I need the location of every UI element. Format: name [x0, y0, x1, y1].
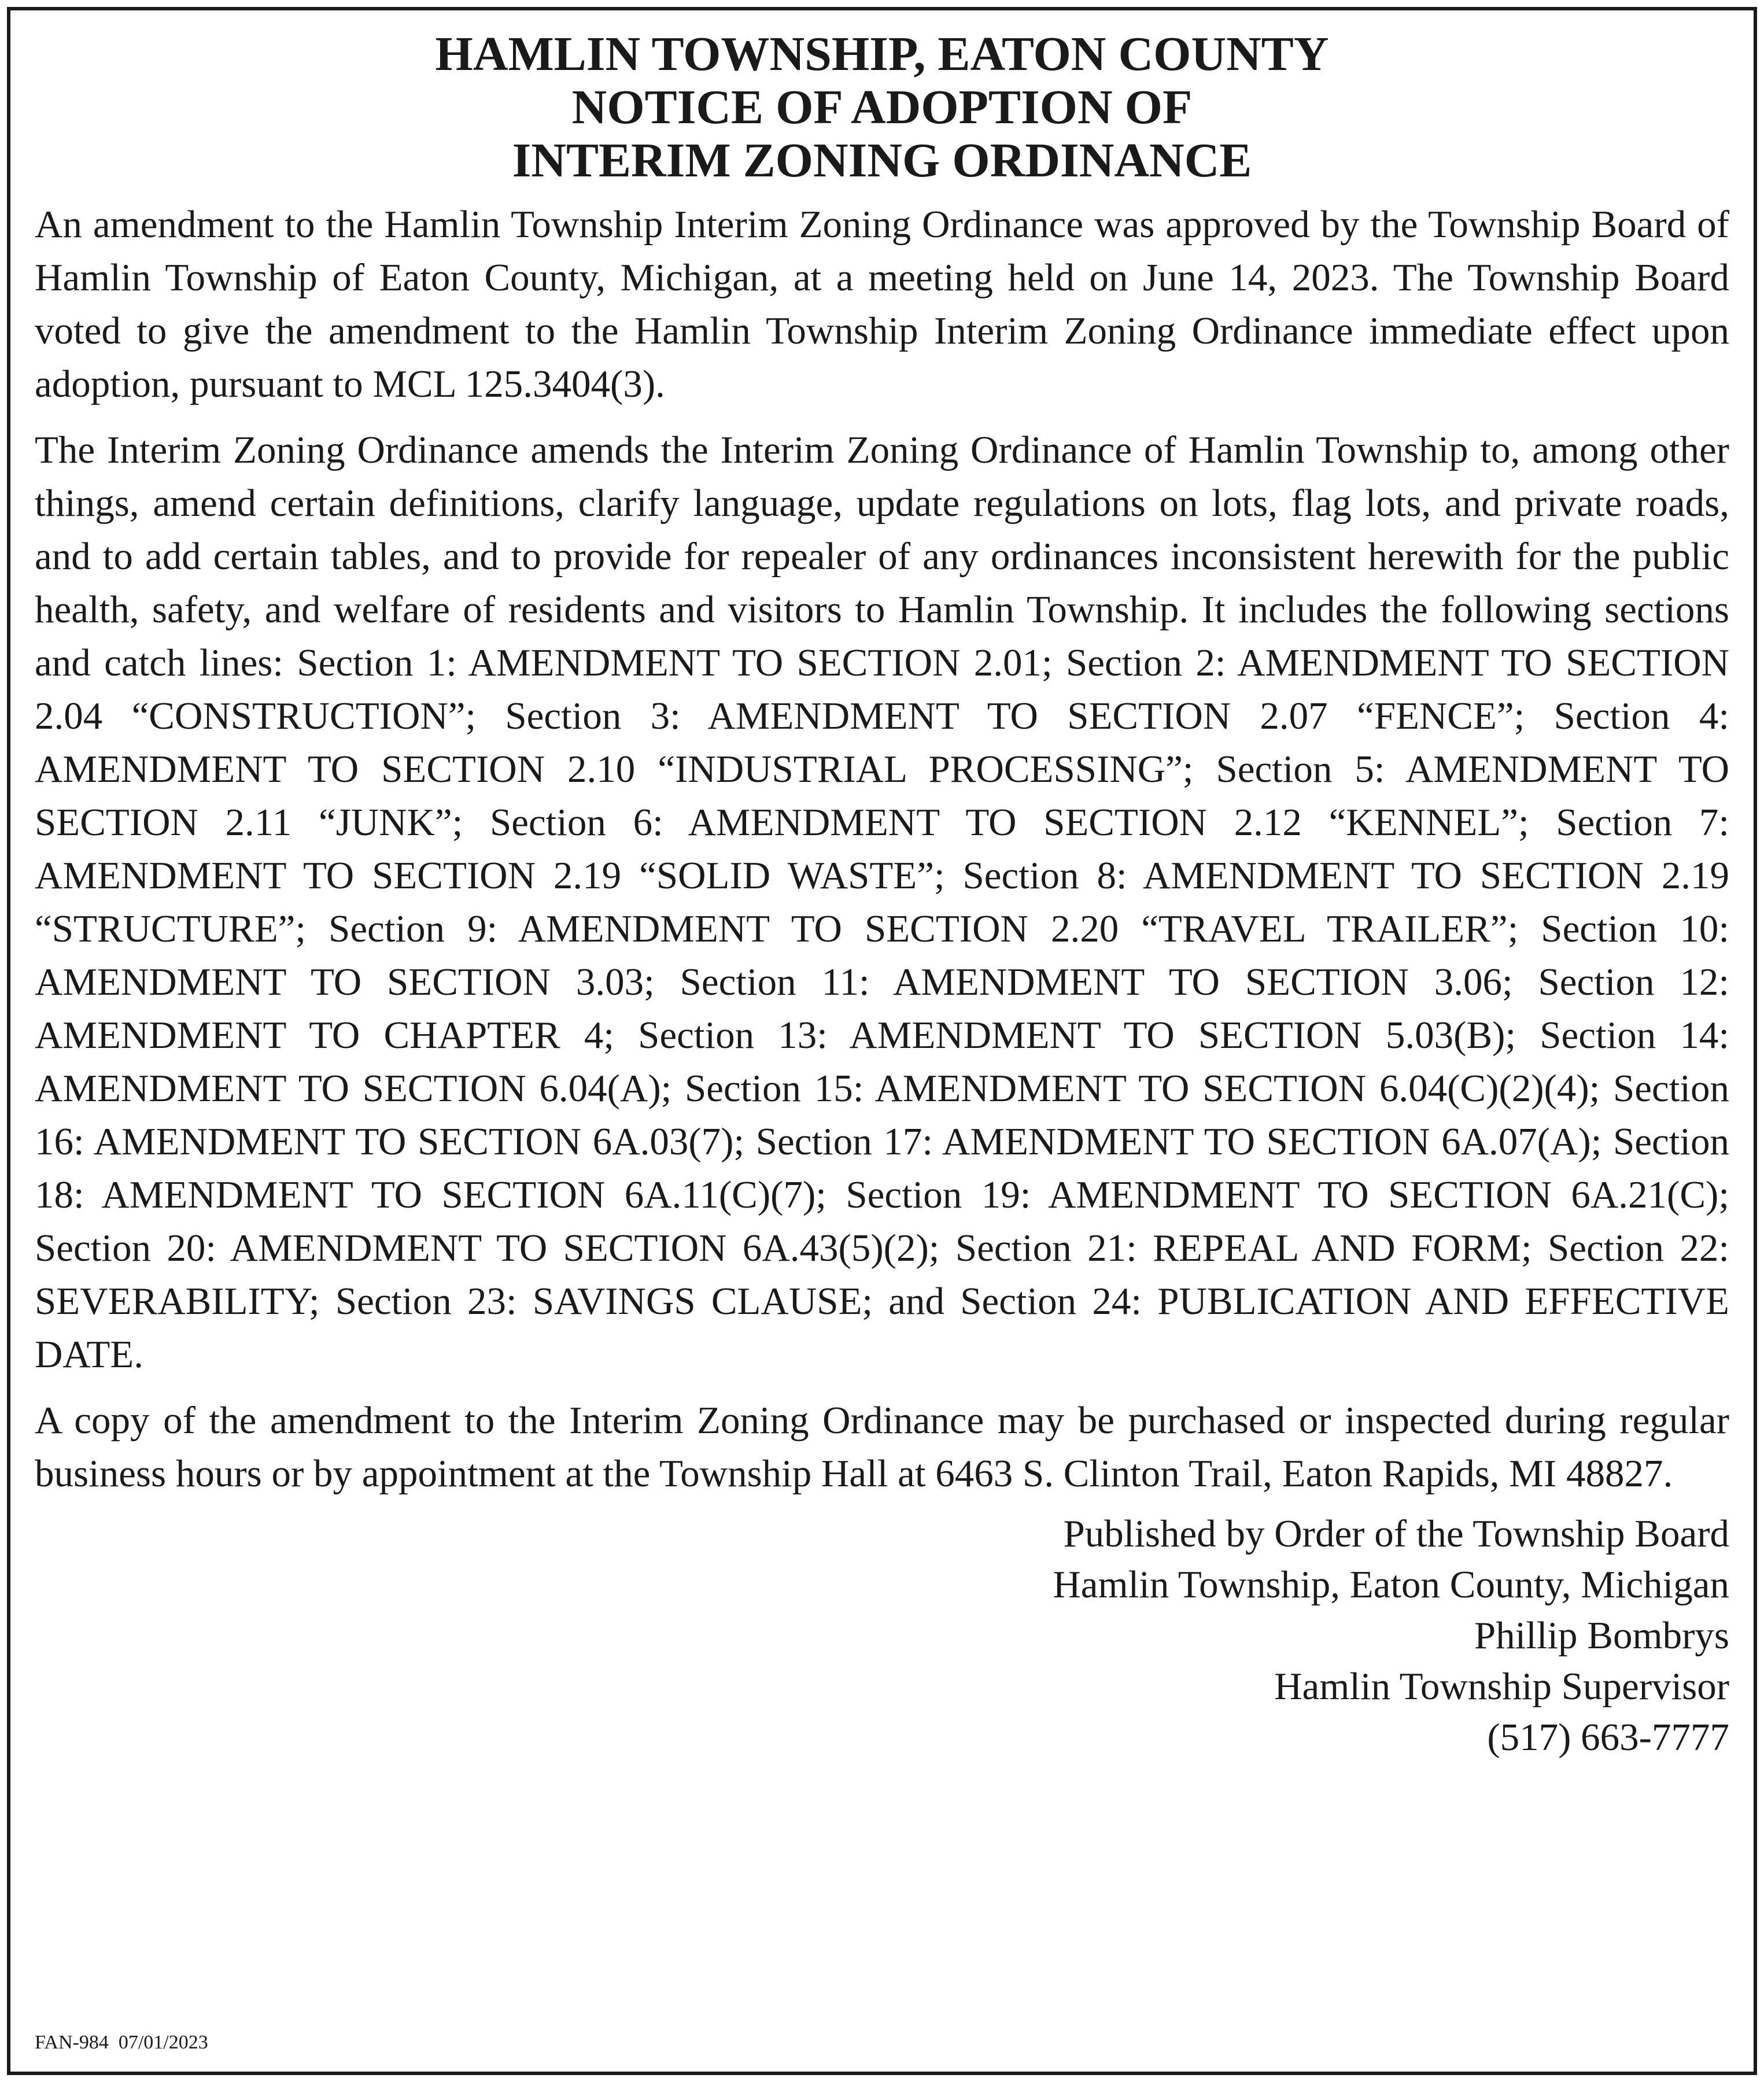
headline-ordinance: INTERIM ZONING ORDINANCE: [512, 134, 1252, 187]
publication-code: FAN-984 07/01/2023: [35, 2032, 208, 2053]
signature-name: Phillip Bombrys: [1474, 1614, 1729, 1657]
paragraph-approval: An amendment to the Hamlin Township Interim Zoning Ordinance was approved by the Township Board of Hamlin Township of Eaton County, Michigan, at a meeting held on June 14, 2023. The Township Board voted to give the amendment to the Hamlin Township Interim Zoning Ordinance immediate effect upon adoption, pursuant to MCL 125.3404(3).: [35, 203, 1729, 405]
signature-title: Hamlin Township Supervisor: [1274, 1665, 1729, 1708]
signature-block: [35, 1508, 1729, 1763]
notice-headline: [35, 28, 1729, 187]
paragraph-inspection: A copy of the amendment to the Interim Zoning Ordinance may be purchased or inspected during regular business hours or by appointment at the Township Hall at 6463 S. Clinton Trail, Eaton Rapids, MI 48827.: [35, 1399, 1729, 1495]
headline-notice: NOTICE OF ADOPTION OF: [571, 80, 1193, 134]
paragraph-sections: The Interim Zoning Ordinance amends the Interim Zoning Ordinance of Hamlin Township to, among other things, amend certain definitions, clarify language, update regulations on lots, flag lots, and private roads, and to add certain tables, and to provide for repealer of any ordinances inconsistent herewith for the public health, safety, and welfare of residents and visitors to Hamlin Township. It includes the following sections and catch lines: Section 1: AMENDMENT TO SECTION 2.01; Section 2: AMENDMENT TO SECTION 2.04 “CONSTRUCTION”; Section 3: AMENDMENT TO SECTION 2.07 “FENCE”; Section 4: AMENDMENT TO SECTION 2.10 “INDUSTRIAL PROCESSING”; Section 5: AMENDMENT TO SECTION 2.11 “JUNK”; Section 6: AMENDMENT TO SECTION 2.12 “KENNEL”; Section 7: AMENDMENT TO SECTION 2.19 “SOLID WASTE”; Section 8: AMENDMENT TO SECTION 2.19 “STRUCTURE”; Section 9: AMENDMENT TO SECTION 2.20 “TRAVEL TRAILER”; Section 10: AMENDMENT TO SECTION 3.03; Section 11: AMENDMENT TO SECTION 3.06; Section 12: AMENDMENT TO CHAPTER 4; Section 13: AMENDMENT TO SECTION 5.03(B); Section 14: AMENDMENT TO SECTION 6.04(A); Section 15: AMENDMENT TO SECTION 6.04(C)(2)(4); Section 16: AMENDMENT TO SECTION 6A.03(7); Section 17: AMENDMENT TO SECTION 6A.07(A); Section 18: AMENDMENT TO SECTION 6A.11(C)(7); Section 19: AMENDMENT TO SECTION 6A.21(C); Section 20: AMENDMENT TO SECTION 6A.43(5)(2); Section 21: REPEAL AND FORM; Section 22: SEVERABILITY; Section 23: SAVINGS CLAUSE; and Section 24: PUBLICATION AND EFFECTIVE DATE.: [35, 429, 1729, 1376]
signature-township: Hamlin Township, Eaton County, Michigan: [1053, 1563, 1729, 1606]
legal-notice: [7, 7, 1757, 2075]
headline-township: HAMLIN TOWNSHIP, EATON COUNTY: [435, 27, 1329, 81]
signature-phone: (517) 663-7777: [1487, 1716, 1729, 1759]
notice-content: [35, 28, 1729, 2054]
signature-published-by: Published by Order of the Township Board: [1063, 1512, 1729, 1555]
